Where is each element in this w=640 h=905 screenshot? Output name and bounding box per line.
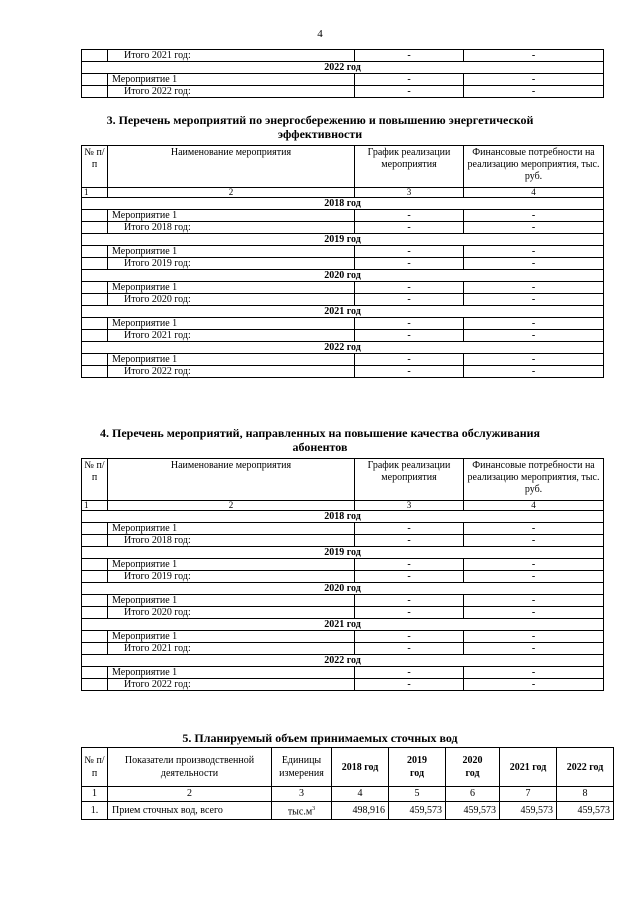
item-label: Мероприятие 1 xyxy=(108,631,355,643)
schedule-cell: - xyxy=(355,318,464,330)
table-row xyxy=(82,354,604,366)
col-number: 3 xyxy=(272,787,332,802)
table-row xyxy=(82,246,604,258)
page-number: 4 xyxy=(317,28,323,40)
schedule-cell: - xyxy=(355,523,464,535)
schedule-cell: - xyxy=(355,559,464,571)
total-label: Итого 2020 год: xyxy=(108,294,355,306)
year-label: 2022 год xyxy=(82,62,604,74)
header-name: Наименование мероприятия xyxy=(108,459,355,501)
col-number: 7 xyxy=(500,787,557,802)
year-label: 2018 год xyxy=(82,511,604,523)
total-label: Итого 2018 год: xyxy=(108,535,355,547)
year-row xyxy=(82,342,604,354)
year-label: 2022 год xyxy=(82,655,604,667)
year-number: 2020 xyxy=(462,755,483,766)
col-number: 6 xyxy=(446,787,500,802)
col-number: 2 xyxy=(108,787,272,802)
finance-cell: - xyxy=(464,595,604,607)
schedule-cell: - xyxy=(355,643,464,655)
year-row xyxy=(82,511,604,523)
finance-cell: - xyxy=(464,74,604,86)
value-2020: 459,573 xyxy=(446,802,500,820)
year-word: год xyxy=(465,768,480,779)
finance-cell: - xyxy=(464,246,604,258)
table-row xyxy=(82,282,604,294)
table-row xyxy=(82,74,604,86)
schedule-cell: - xyxy=(355,50,464,62)
col-number: 5 xyxy=(389,787,446,802)
item-label: Мероприятие 1 xyxy=(108,246,355,258)
schedule-cell: - xyxy=(355,222,464,234)
schedule-cell: - xyxy=(355,86,464,98)
row-number: 1. xyxy=(82,802,108,820)
header-year-2020 xyxy=(446,748,500,787)
col-number: 3 xyxy=(355,188,464,198)
item-label: Мероприятие 1 xyxy=(108,210,355,222)
finance-cell: - xyxy=(464,571,604,583)
header-year-2022: 2022 год xyxy=(557,748,614,787)
section4-title-line2: абонентов xyxy=(292,440,348,454)
table-row xyxy=(82,631,604,643)
table-row xyxy=(82,86,604,98)
col-number: 3 xyxy=(355,501,464,511)
table-row xyxy=(82,802,614,820)
schedule-cell: - xyxy=(355,571,464,583)
total-label: Итого 2020 год: xyxy=(108,607,355,619)
schedule-cell: - xyxy=(355,330,464,342)
finance-cell: - xyxy=(464,86,604,98)
item-label: Мероприятие 1 xyxy=(108,282,355,294)
table-row xyxy=(82,559,604,571)
table-row xyxy=(82,643,604,655)
schedule-cell: - xyxy=(355,294,464,306)
item-label: Мероприятие 1 xyxy=(108,318,355,330)
table-row xyxy=(82,294,604,306)
schedule-cell: - xyxy=(355,210,464,222)
unit-text: тыс.м xyxy=(287,806,313,818)
schedule-cell: - xyxy=(355,631,464,643)
column-number-row xyxy=(82,188,604,198)
finance-cell: - xyxy=(464,535,604,547)
total-label: Итого 2021 год: xyxy=(108,643,355,655)
schedule-cell: - xyxy=(355,595,464,607)
unit-superscript: 3 xyxy=(312,806,316,812)
finance-cell: - xyxy=(464,643,604,655)
year-row xyxy=(82,547,604,559)
year-row xyxy=(82,583,604,595)
header-schedule: График реализации мероприятия xyxy=(355,146,464,188)
item-label: Мероприятие 1 xyxy=(108,559,355,571)
header-year-2018: 2018 год xyxy=(332,748,389,787)
section5-title: 5. Планируемый объем принимаемых сточных вод xyxy=(182,731,458,745)
header-year-2021: 2021 год xyxy=(500,748,557,787)
year-row xyxy=(82,655,604,667)
total-label: Итого 2022 год: xyxy=(108,679,355,691)
section4-title-line1: 4. Перечень мероприятий, направленных на повышение качества обслуживания xyxy=(99,426,541,440)
total-label: Итого 2022 год: xyxy=(108,86,355,98)
table-row xyxy=(82,258,604,270)
total-label: Итого 2019 год: xyxy=(108,258,355,270)
finance-cell: - xyxy=(464,318,604,330)
schedule-cell: - xyxy=(355,354,464,366)
year-row xyxy=(82,306,604,318)
header-name: Наименование мероприятия xyxy=(108,146,355,188)
section3-title xyxy=(0,113,640,141)
total-label: Итого 2018 год: xyxy=(108,222,355,234)
col-number: 4 xyxy=(464,501,604,511)
finance-cell: - xyxy=(464,667,604,679)
schedule-cell: - xyxy=(355,282,464,294)
finance-cell: - xyxy=(464,294,604,306)
year-label: 2021 год xyxy=(82,619,604,631)
finance-cell: - xyxy=(464,330,604,342)
year-word: год xyxy=(409,768,425,779)
indicator-name: Прием сточных вод, всего xyxy=(108,802,272,820)
header-row xyxy=(82,146,604,188)
item-label: Мероприятие 1 xyxy=(108,74,355,86)
column-number-row xyxy=(82,787,614,802)
col-number: 8 xyxy=(557,787,614,802)
year-label: 2021 год xyxy=(82,306,604,318)
finance-cell: - xyxy=(464,679,604,691)
table-row xyxy=(82,595,604,607)
section3-title-line2: эффективности xyxy=(277,127,363,141)
item-label: Мероприятие 1 xyxy=(108,595,355,607)
schedule-cell: - xyxy=(355,74,464,86)
schedule-cell: - xyxy=(355,246,464,258)
year-label: 2019 год xyxy=(82,234,604,246)
finance-cell: - xyxy=(464,50,604,62)
schedule-cell: - xyxy=(355,607,464,619)
item-label: Мероприятие 1 xyxy=(108,354,355,366)
table-row xyxy=(82,210,604,222)
header-num: № п/п xyxy=(82,146,108,188)
finance-cell: - xyxy=(464,607,604,619)
item-label: Мероприятие 1 xyxy=(108,523,355,535)
table-row xyxy=(82,523,604,535)
value-2021: 459,573 xyxy=(500,802,557,820)
total-label: Итого 2019 год: xyxy=(108,571,355,583)
table-row xyxy=(82,679,604,691)
finance-cell: - xyxy=(464,210,604,222)
finance-cell: - xyxy=(464,258,604,270)
year-label: 2018 год xyxy=(82,198,604,210)
schedule-cell: - xyxy=(355,679,464,691)
unit-cell xyxy=(272,802,332,820)
finance-cell: - xyxy=(464,366,604,378)
col-number: 1 xyxy=(82,188,108,198)
table-row xyxy=(82,571,604,583)
section3-table xyxy=(81,145,604,378)
header-num: № п/п xyxy=(82,748,108,787)
header-num: № п/п xyxy=(82,459,108,501)
year-label: 2020 год xyxy=(82,270,604,282)
year-label: 2020 год xyxy=(82,583,604,595)
total-label: Итого 2021 год: xyxy=(108,330,355,342)
col-number: 4 xyxy=(332,787,389,802)
section4-title xyxy=(0,426,640,454)
table-row xyxy=(82,330,604,342)
year-number: 2019 xyxy=(407,755,427,766)
item-label: Мероприятие 1 xyxy=(108,667,355,679)
continuation-table xyxy=(81,49,604,98)
schedule-cell: - xyxy=(355,535,464,547)
table-row xyxy=(82,667,604,679)
year-label: 2022 год xyxy=(82,342,604,354)
col-number: 1 xyxy=(82,787,108,802)
value-2022: 459,573 xyxy=(557,802,614,820)
finance-cell: - xyxy=(464,523,604,535)
finance-cell: - xyxy=(464,354,604,366)
schedule-cell: - xyxy=(355,667,464,679)
header-unit: Единицы измерения xyxy=(272,748,332,787)
table-row xyxy=(82,50,604,62)
table-row xyxy=(82,318,604,330)
section3-title-line1: 3. Перечень мероприятий по энергосбережению и повышению энергетической xyxy=(106,113,534,127)
col-number: 2 xyxy=(108,188,355,198)
header-finance: Финансовые потребности на реализацию мероприятия, тыс. руб. xyxy=(464,459,604,501)
finance-cell: - xyxy=(464,631,604,643)
year-label: 2019 год xyxy=(82,547,604,559)
value-2018: 498,916 xyxy=(332,802,389,820)
year-row xyxy=(82,270,604,282)
year-row xyxy=(82,198,604,210)
col-number: 2 xyxy=(108,501,355,511)
schedule-cell: - xyxy=(355,258,464,270)
header-indicator: Показатели производственной деятельности xyxy=(108,748,272,787)
schedule-cell: - xyxy=(355,366,464,378)
col-number: 4 xyxy=(464,188,604,198)
section5-table xyxy=(81,747,614,820)
total-label: Итого 2022 год: xyxy=(108,366,355,378)
finance-cell: - xyxy=(464,282,604,294)
year-row xyxy=(82,62,604,74)
header-schedule: График реализации мероприятия xyxy=(355,459,464,501)
header-row xyxy=(82,459,604,501)
finance-cell: - xyxy=(464,222,604,234)
col-number: 1 xyxy=(82,501,108,511)
year-row xyxy=(82,619,604,631)
header-finance: Финансовые потребности на реализацию мероприятия, тыс. руб. xyxy=(464,146,604,188)
header-row xyxy=(82,748,614,787)
table-row xyxy=(82,222,604,234)
year-row xyxy=(82,234,604,246)
column-number-row xyxy=(82,501,604,511)
total-label: Итого 2021 год: xyxy=(108,50,355,62)
finance-cell: - xyxy=(464,559,604,571)
table-row xyxy=(82,607,604,619)
header-year-2019 xyxy=(389,748,446,787)
table-row xyxy=(82,535,604,547)
value-2019: 459,573 xyxy=(389,802,446,820)
table-row xyxy=(82,366,604,378)
section4-table xyxy=(81,458,604,691)
